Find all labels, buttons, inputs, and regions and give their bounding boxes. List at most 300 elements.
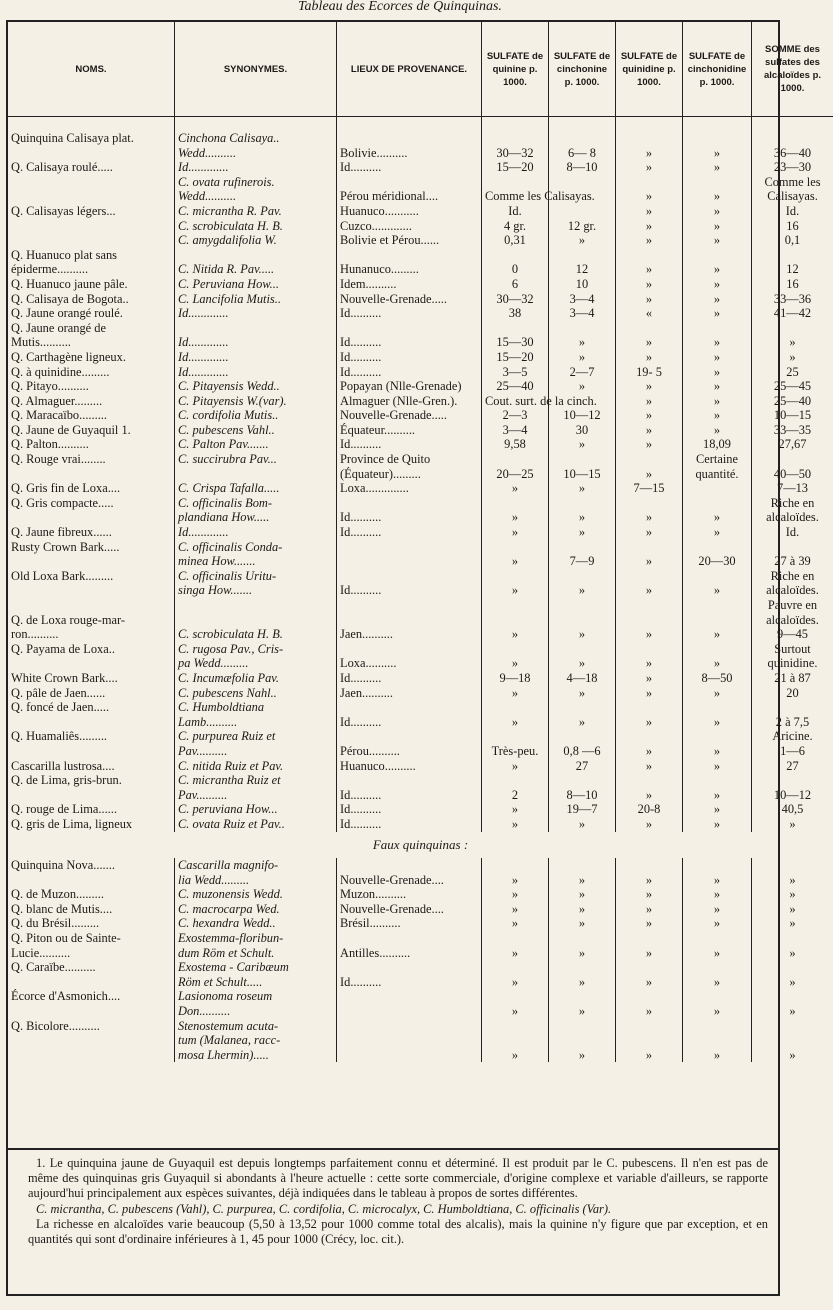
table-cell: » <box>683 423 752 438</box>
table-row <box>8 510 833 525</box>
table-cell: Mutis.......... <box>11 335 71 350</box>
table-cell: » <box>549 656 616 671</box>
table-cell: » <box>683 379 752 394</box>
table-row <box>8 802 833 817</box>
table-cell <box>8 1004 175 1019</box>
table-cell <box>8 975 175 990</box>
table-cell: Id.......... <box>337 335 482 350</box>
table-cell: mosa Lhermin)..... <box>175 1048 337 1063</box>
table-cell: 40—50 <box>752 467 833 482</box>
table-cell <box>549 729 616 744</box>
table-cell: » <box>683 627 752 642</box>
table-cell: Id.......... <box>337 525 482 540</box>
table-cell: Röm et Schult..... <box>175 975 337 990</box>
table-cell: » <box>616 467 683 482</box>
table-cell <box>616 598 683 613</box>
table-cell: » <box>616 394 683 409</box>
table-row <box>8 335 833 350</box>
table-row <box>8 656 833 671</box>
table-cell <box>752 931 833 946</box>
table-cell: » <box>683 656 752 671</box>
table-cell: » <box>683 817 752 832</box>
table-row <box>8 946 833 961</box>
table-cell <box>549 452 616 467</box>
table-row <box>8 292 833 307</box>
table-cell: » <box>482 759 549 774</box>
table-row <box>8 233 833 248</box>
table-row <box>8 146 833 161</box>
table-cell: » <box>616 277 683 292</box>
table-row <box>8 423 833 438</box>
table-cell: » <box>549 887 616 902</box>
table-cell: C. officinalis Bom- <box>175 496 337 511</box>
table-cell: Q. Gris compacte..... <box>11 495 114 510</box>
table-cell: 25—40 <box>752 394 833 409</box>
table-cell: 33—36 <box>752 292 833 307</box>
table-cell: » <box>616 975 683 990</box>
table-cell: Loxa.......... <box>337 656 482 671</box>
table-cell: » <box>683 408 752 423</box>
table-cell <box>549 858 616 873</box>
table-cell: » <box>616 146 683 161</box>
table-cell: Q. foncé de Jaen..... <box>11 700 110 715</box>
table-cell: » <box>683 204 752 219</box>
table-cell: 7—9 <box>549 554 616 569</box>
table-cell <box>683 700 752 715</box>
table-cell: pa Wedd......... <box>175 656 337 671</box>
table-cell: » <box>616 788 683 803</box>
table-row <box>8 671 833 686</box>
table-cell: Q. Maracaïbo......... <box>11 408 107 423</box>
table-cell: Q. gris de Lima, ligneux <box>11 816 133 831</box>
table-cell: » <box>752 873 833 888</box>
table-cell: » <box>683 525 752 540</box>
table-cell: Popayan (Nlle-Grenade) <box>337 379 482 394</box>
table-row <box>8 1033 833 1048</box>
table-cell <box>337 960 482 975</box>
table-cell: » <box>549 873 616 888</box>
table-cell <box>8 598 175 613</box>
table-cell: Pauvre en <box>752 598 833 613</box>
table-cell <box>482 700 549 715</box>
table-cell: » <box>549 233 616 248</box>
table-cell: 20—30 <box>683 554 752 569</box>
header-quinidine: SULFATE de quinidine p. 1000. <box>616 22 683 117</box>
table-cell: » <box>683 902 752 917</box>
table-cell: ron.......... <box>11 627 59 642</box>
table-cell: 2 <box>482 788 549 803</box>
table-cell <box>549 989 616 1004</box>
table-cell: Comme les Calisayas. <box>482 189 549 204</box>
table-cell <box>616 540 683 555</box>
table-cell: Id.......... <box>337 671 482 686</box>
table-cell: Pérou méridional.... <box>337 189 482 204</box>
table-row <box>8 715 833 730</box>
table-cell: C. peruviana How... <box>175 802 337 817</box>
table-cell: » <box>683 510 752 525</box>
table-cell <box>482 613 549 628</box>
table-row <box>8 452 833 467</box>
table-row <box>8 394 833 409</box>
table-row <box>8 189 833 204</box>
table-cell <box>616 931 683 946</box>
table-cell: » <box>616 715 683 730</box>
table-cell: » <box>616 262 683 277</box>
table-cell: » <box>616 1004 683 1019</box>
table-cell <box>482 960 549 975</box>
table-cell <box>337 700 482 715</box>
table-cell: Équateur.......... <box>337 423 482 438</box>
table-cell: 27 <box>549 759 616 774</box>
table-cell <box>482 858 549 873</box>
table-row <box>8 729 833 744</box>
table-cell <box>337 729 482 744</box>
table-cell <box>482 1019 549 1034</box>
table-cell <box>616 642 683 657</box>
table-cell: minea How....... <box>175 554 337 569</box>
table-cell <box>482 452 549 467</box>
table-row <box>8 481 833 496</box>
table-cell: Idem.......... <box>337 277 482 292</box>
table-cell: Id.......... <box>337 350 482 365</box>
table-cell: » <box>616 335 683 350</box>
table-cell: C. nitida Ruiz et Pav. <box>175 759 337 774</box>
header-cinchonine: SULFATE de cinchonine p. 1000. <box>549 22 616 117</box>
table-cell <box>549 700 616 715</box>
table-cell: » <box>482 656 549 671</box>
table-cell: » <box>482 481 549 496</box>
table-cell: Id.......... <box>337 715 482 730</box>
table-row <box>8 960 833 975</box>
table-row <box>8 117 833 146</box>
table-cell: Q. blanc de Mutis.... <box>11 901 113 916</box>
table-cell <box>616 613 683 628</box>
table-cell: 6— 8 <box>549 146 616 161</box>
table-cell <box>337 773 482 788</box>
table-cell: » <box>683 277 752 292</box>
table-cell: Cinchona Calisaya.. <box>175 117 337 146</box>
table-cell: Id.......... <box>337 817 482 832</box>
table-cell: » <box>616 759 683 774</box>
table-cell: C. cordifolia Mutis.. <box>175 408 337 423</box>
table-row <box>8 219 833 234</box>
table-cell: 20—25 <box>482 467 549 482</box>
table-cell: C. ovata Ruiz et Pav.. <box>175 817 337 832</box>
table-cell: Comme les <box>752 175 833 190</box>
table-cell: Aricine. <box>752 729 833 744</box>
table-cell: Huanuco........... <box>337 204 482 219</box>
table-cell: C. Incumæfolia Pav. <box>175 671 337 686</box>
table-cell <box>337 117 482 146</box>
table-row <box>8 686 833 701</box>
table-cell: Très-peu. <box>482 744 549 759</box>
table-cell <box>616 569 683 584</box>
table-cell <box>8 715 175 730</box>
table-cell <box>8 467 175 482</box>
table-cell: » <box>616 160 683 175</box>
table-cell: Bolivie.......... <box>337 146 482 161</box>
table-cell <box>616 960 683 975</box>
table-cell <box>337 598 482 613</box>
table-row <box>8 379 833 394</box>
table-cell: Wedd.......... <box>175 189 337 204</box>
table-cell <box>8 189 175 204</box>
table-cell: C. muzonensis Wedd. <box>175 887 337 902</box>
header-synonymes: SYNONYMES. <box>175 22 337 117</box>
table-cell: 10—12 <box>549 408 616 423</box>
table-cell: » <box>683 1048 752 1063</box>
table-cell: 0,1 <box>752 233 833 248</box>
table-cell: Exostemma-floribun- <box>175 931 337 946</box>
table-cell: Certaine <box>683 452 752 467</box>
table-cell: dum Röm et Schult. <box>175 946 337 961</box>
table-cell: » <box>752 1048 833 1063</box>
table-row <box>8 642 833 657</box>
table-cell: C. Pitayensis Wedd.. <box>175 379 337 394</box>
table-cell: » <box>549 481 616 496</box>
table-cell: Cuzco............. <box>337 219 482 234</box>
table-cell <box>752 773 833 788</box>
table-cell: » <box>616 292 683 307</box>
table-cell: » <box>616 204 683 219</box>
table-cell: 8—10 <box>549 160 616 175</box>
table-row <box>8 613 833 628</box>
table-cell: Id.......... <box>337 365 482 380</box>
table-cell: Q. de Lima, gris-brun. <box>11 773 122 788</box>
table-cell: » <box>683 189 752 204</box>
table-cell: C. scrobiculata H. B. <box>175 627 337 642</box>
table-cell <box>482 496 549 511</box>
table-cell: » <box>549 510 616 525</box>
table-cell: C. Peruviana How... <box>175 277 337 292</box>
table-cell: » <box>549 902 616 917</box>
footnote-1: 1. Le quinquina jaune de Guyaquil est depuis longtemps parfaitement connu et déterminé. Il est produit par le C. pubescens. Il n'en est pas de même des quinquinas gris Guyaquil si abondants à l'heure actuelle : cette sorte commerciale, d'origine complexe et variable d'ailleurs, se rapporte aujourd'hui principalement aux espèces suivantes, déjà indiquées dans le tableau à propos de sortes différentes. <box>28 1156 768 1201</box>
table-cell: » <box>482 1048 549 1063</box>
table-cell <box>752 1019 833 1034</box>
table-cell: C. ovata rufinerois. <box>175 175 337 190</box>
table-cell: C. rugosa Pav., Cris- <box>175 642 337 657</box>
table-cell: » <box>482 887 549 902</box>
table-cell: 20 <box>752 686 833 701</box>
table-cell: Riche en <box>752 569 833 584</box>
table-cell: C. Palton Pav....... <box>175 437 337 452</box>
table-cell <box>683 729 752 744</box>
table-cell: » <box>549 975 616 990</box>
table-row <box>8 350 833 365</box>
table-cell: » <box>752 1004 833 1019</box>
table-cell <box>616 858 683 873</box>
table-cell: » <box>616 189 683 204</box>
table-row <box>8 496 833 511</box>
table-cell: » <box>616 408 683 423</box>
table-cell <box>549 321 616 336</box>
table-cell: » <box>616 525 683 540</box>
table-cell: Q. Gris fin de Loxa.... <box>11 481 121 496</box>
table-cell <box>337 1048 482 1063</box>
table-row <box>8 554 833 569</box>
table-cell: (Équateur)......... <box>337 467 482 482</box>
table-cell <box>482 773 549 788</box>
table-cell <box>337 554 482 569</box>
table-cell <box>175 467 337 482</box>
table-cell: C. purpurea Ruiz et <box>175 729 337 744</box>
table-cell: » <box>549 335 616 350</box>
table-cell: » <box>683 365 752 380</box>
table-cell: Hunanuco......... <box>337 262 482 277</box>
header-quinine: SULFATE de quinine p. 1000. <box>482 22 549 117</box>
table-cell: » <box>683 788 752 803</box>
table-cell: Id............. <box>175 350 337 365</box>
table-row <box>8 627 833 642</box>
table-cell: Q. de Loxa rouge-mar- <box>11 612 125 627</box>
table-cell: Nouvelle-Grenade.... <box>337 902 482 917</box>
table-row <box>8 817 833 832</box>
table-cell <box>752 960 833 975</box>
table-cell: » <box>683 146 752 161</box>
table-cell: Q. Calisayas légers... <box>11 203 116 218</box>
table-cell: » <box>683 160 752 175</box>
table-cell: Q. Palton.......... <box>11 437 89 452</box>
table-row <box>8 989 833 1004</box>
table-cell: » <box>549 437 616 452</box>
table-cell: » <box>683 335 752 350</box>
table-cell: » <box>616 423 683 438</box>
table-cell: » <box>616 946 683 961</box>
table-cell: » <box>549 946 616 961</box>
table-cell: » <box>752 887 833 902</box>
table-cell: » <box>616 510 683 525</box>
table-cell: Lamb.......... <box>175 715 337 730</box>
table-cell: 30 <box>549 423 616 438</box>
table-row <box>8 160 833 175</box>
table-cell: Q. Calisaya de Bogota.. <box>11 291 129 306</box>
section-row <box>8 832 833 859</box>
table-cell <box>616 1033 683 1048</box>
table-row <box>8 1048 833 1063</box>
footnote-2: La richesse en alcaloïdes varie beaucoup (5,50 à 13,52 pour 1000 comme total des alcalis), mais la quinine n'y figure que par exception, et en quantités qui sont d'ordinaire inférieures à 1, 45 pour 1000 (Crécy, loc. cit.). <box>28 1216 768 1247</box>
table-body <box>8 117 833 1063</box>
table-cell: » <box>616 744 683 759</box>
table-cell: alcaloïdes. <box>752 613 833 628</box>
table-cell: épiderme.......... <box>11 262 89 277</box>
table-cell: 25—40 <box>482 379 549 394</box>
table-cell <box>616 729 683 744</box>
table-cell: » <box>549 715 616 730</box>
table-row <box>8 306 833 321</box>
table-cell: Id. <box>482 204 549 219</box>
table-cell: 10 <box>549 277 616 292</box>
table-cell: 27,67 <box>752 437 833 452</box>
table-cell: » <box>482 873 549 888</box>
table-cell <box>683 248 752 263</box>
table-row <box>8 467 833 482</box>
table-cell: » <box>752 975 833 990</box>
table-cell <box>8 873 175 888</box>
table-row <box>8 788 833 803</box>
table-row <box>8 759 833 774</box>
header-row <box>8 22 833 117</box>
table-cell <box>482 248 549 263</box>
table-cell: 9,58 <box>482 437 549 452</box>
table-cell <box>482 642 549 657</box>
table-cell: » <box>616 437 683 452</box>
table-cell: » <box>549 817 616 832</box>
table-cell: 21 à 87 <box>752 671 833 686</box>
table-cell: C. macrocarpa Wed. <box>175 902 337 917</box>
table-cell: » <box>683 686 752 701</box>
table-row <box>8 175 833 190</box>
table-cell: 7—15 <box>616 481 683 496</box>
table-row <box>8 321 833 336</box>
table-cell: Q. Rouge vrai........ <box>11 452 106 467</box>
table-cell: C. Nitida R. Pav..... <box>175 262 337 277</box>
table-cell: » <box>482 902 549 917</box>
table-cell: » <box>482 583 549 598</box>
table-cell: C. amygdalifolia W. <box>175 233 337 248</box>
table-cell <box>683 858 752 873</box>
table-cell: alcaloïdes. <box>752 510 833 525</box>
table-cell <box>337 175 482 190</box>
table-cell <box>683 540 752 555</box>
table-cell: 0 <box>482 262 549 277</box>
table-cell: lia Wedd......... <box>175 873 337 888</box>
table-cell: » <box>752 916 833 931</box>
table-cell <box>337 858 482 873</box>
table-cell: 23—30 <box>752 160 833 175</box>
table-cell: Q. Caraïbe.......... <box>11 960 96 975</box>
table-cell: » <box>482 686 549 701</box>
table-cell: » <box>482 946 549 961</box>
table-cell <box>616 452 683 467</box>
table-cell: Id.......... <box>337 437 482 452</box>
table-cell: singa How....... <box>175 583 337 598</box>
table-cell <box>8 744 175 759</box>
table-cell: C. officinalis Conda- <box>175 540 337 555</box>
table-cell <box>8 233 175 248</box>
table-cell <box>616 248 683 263</box>
table-cell: Q. du Brésil......... <box>11 916 100 931</box>
table-cell: Q. Piton ou de Sainte- <box>11 931 121 946</box>
table-row <box>8 916 833 931</box>
table-cell: Exostema - Caribæum <box>175 960 337 975</box>
table-cell: » <box>549 379 616 394</box>
table-cell <box>549 204 616 219</box>
table-cell <box>752 989 833 1004</box>
table-cell: Pav.......... <box>175 788 337 803</box>
table-cell: Q. Huanuco plat sans <box>11 247 117 262</box>
table-cell: White Crown Bark.... <box>11 670 118 685</box>
table-row <box>8 1004 833 1019</box>
table-cell: Id.......... <box>337 788 482 803</box>
table-cell: » <box>616 219 683 234</box>
table-cell: Cout. surt. de la cinch. <box>482 394 549 409</box>
table-cell <box>752 858 833 873</box>
page-title: Tableau des Écorces de Quinquinas. <box>298 0 502 14</box>
table-cell <box>337 1033 482 1048</box>
table-cell <box>616 321 683 336</box>
table-cell: C. micrantha R. Pav. <box>175 204 337 219</box>
table-cell: Quinquina Calisaya plat. <box>11 131 134 145</box>
table-cell <box>482 117 549 146</box>
table-cell: Bolivie et Pérou...... <box>337 233 482 248</box>
table-cell: 7—13 <box>752 481 833 496</box>
table-cell <box>683 569 752 584</box>
table-row <box>8 204 833 219</box>
table-cell: Surtout <box>752 642 833 657</box>
table-cell <box>549 540 616 555</box>
table-cell: 30—32 <box>482 292 549 307</box>
table-cell: Pav.......... <box>175 744 337 759</box>
